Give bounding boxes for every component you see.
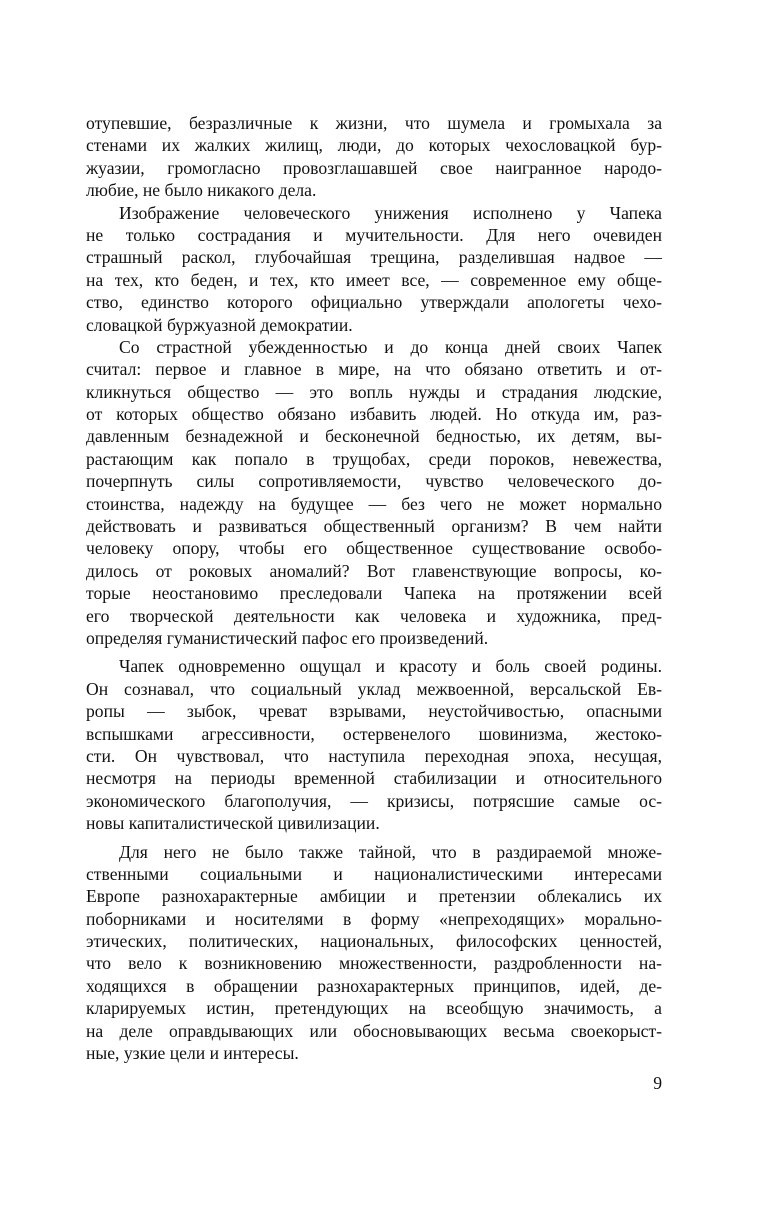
- text-line: ходящихся в обращении разнохарактерных принципов, идей, де-: [86, 975, 662, 996]
- text-line: его творческой деятельности как человека и художника, пред-: [86, 605, 662, 626]
- paragraph: [86, 336, 662, 649]
- text-line: жуазии, громогласно провозглашавшей свое наигранное народо-: [86, 157, 662, 178]
- text-line: сти. Он чувствовал, что наступила переходная эпоха, несущая,: [86, 745, 662, 766]
- text-line: торые неостановимо преследовали Чапека на протяжении всей: [86, 583, 662, 604]
- text-line: что вело к возникновению множественности, раздробленности на-: [86, 953, 662, 974]
- text-line: словацкой буржуазной демократии.: [86, 314, 353, 335]
- text-line: человеку опору, чтобы его общественное существование освобо-: [86, 538, 662, 559]
- text-line: на тех, кто беден, и тех, кто имеет все, — современное ему обще-: [86, 269, 662, 290]
- text-line: ные, узкие цели и интересы.: [86, 1043, 299, 1064]
- text-line: вспышками агрессивности, остервенелого шовинизма, жестоко-: [86, 723, 662, 744]
- text-line: дилось от роковых аномалий? Вот главенствующие вопросы, ко-: [86, 560, 662, 581]
- text-line: почерпнуть силы сопротивляемости, чувство человеческого до-: [86, 471, 662, 492]
- text-line: кларируемых истин, претендующих на всеобщую значимость, а: [86, 998, 662, 1019]
- text-line: отупевшие, безразличные к жизни, что шумела и громыхала за: [86, 113, 662, 133]
- text-line: этических, политических, национальных, философских ценностей,: [86, 931, 662, 952]
- text-line: Он сознавал, что социальный уклад межвоенной, версальской Ев-: [86, 678, 662, 699]
- paragraph: [86, 112, 662, 202]
- text-line: ропы — зыбок, чреват взрывами, неустойчивостью, опасными: [86, 701, 662, 722]
- text-line: Изображение человеческого унижения исполнено у Чапека: [119, 202, 662, 223]
- text-line: несмотря на периоды временной стабилизации и относительного: [86, 768, 662, 789]
- page-number: 9: [653, 1073, 662, 1093]
- paragraph: [86, 202, 662, 336]
- text-line: ство, единство которого официально утверждали апологеты чехо-: [86, 292, 662, 313]
- text-line: от которых общество обязано избавить людей. Но откуда им, раз-: [86, 404, 662, 425]
- text-line: любие, не было никакого дела.: [86, 180, 317, 201]
- text-line: Европе разнохарактерные амбиции и претензии облекались их: [86, 886, 662, 907]
- text-line: ственными социальными и националистическими интересами: [86, 863, 662, 884]
- text-line: Для него не было также тайной, что в раздираемой множе-: [119, 841, 662, 862]
- paragraph: [86, 655, 662, 834]
- text-line: Со страстной убежденностью и до конца дней своих Чапек: [119, 336, 662, 357]
- text-line: новы капиталистической цивилизации.: [86, 813, 380, 834]
- text-line: давленным безнадежной и бесконечной бедностью, их детям, вы-: [86, 426, 662, 447]
- text-line: определяя гуманистический пафос его произведений.: [86, 627, 489, 648]
- text-line: экономического благополучия, — кризисы, потрясшие самые ос-: [86, 790, 662, 811]
- text-line: кликнуться общество — это вопль нужды и страдания людские,: [86, 381, 662, 402]
- text-line: растающим как попало в трущобах, среди пороков, невежества,: [86, 448, 662, 469]
- text-line: не только сострадания и мучительности. Для него очевиден: [86, 224, 662, 245]
- paragraph: [86, 841, 662, 1065]
- text-line: стоинства, надежду на будущее — без чего не может нормально: [86, 493, 662, 514]
- text-line: поборниками и носителями в форму «непреходящих» морально-: [86, 908, 662, 929]
- text-line: Чапек одновременно ощущал и красоту и боль своей родины.: [119, 656, 662, 677]
- text-line: страшный раскол, глубочайшая трещина, разделившая надвое —: [86, 247, 662, 268]
- text-line: действовать и развиваться общественный организм? В чем найти: [86, 516, 662, 537]
- page-body: [86, 112, 662, 1064]
- text-line: считал: первое и главное в мире, на что обязано ответить и от-: [86, 359, 662, 380]
- text-line: стенами их жалких жилищ, люди, до которых чехословацкой бур-: [86, 135, 662, 156]
- text-line: на деле оправдывающих или обосновывающих весьма своекорыст-: [86, 1020, 662, 1041]
